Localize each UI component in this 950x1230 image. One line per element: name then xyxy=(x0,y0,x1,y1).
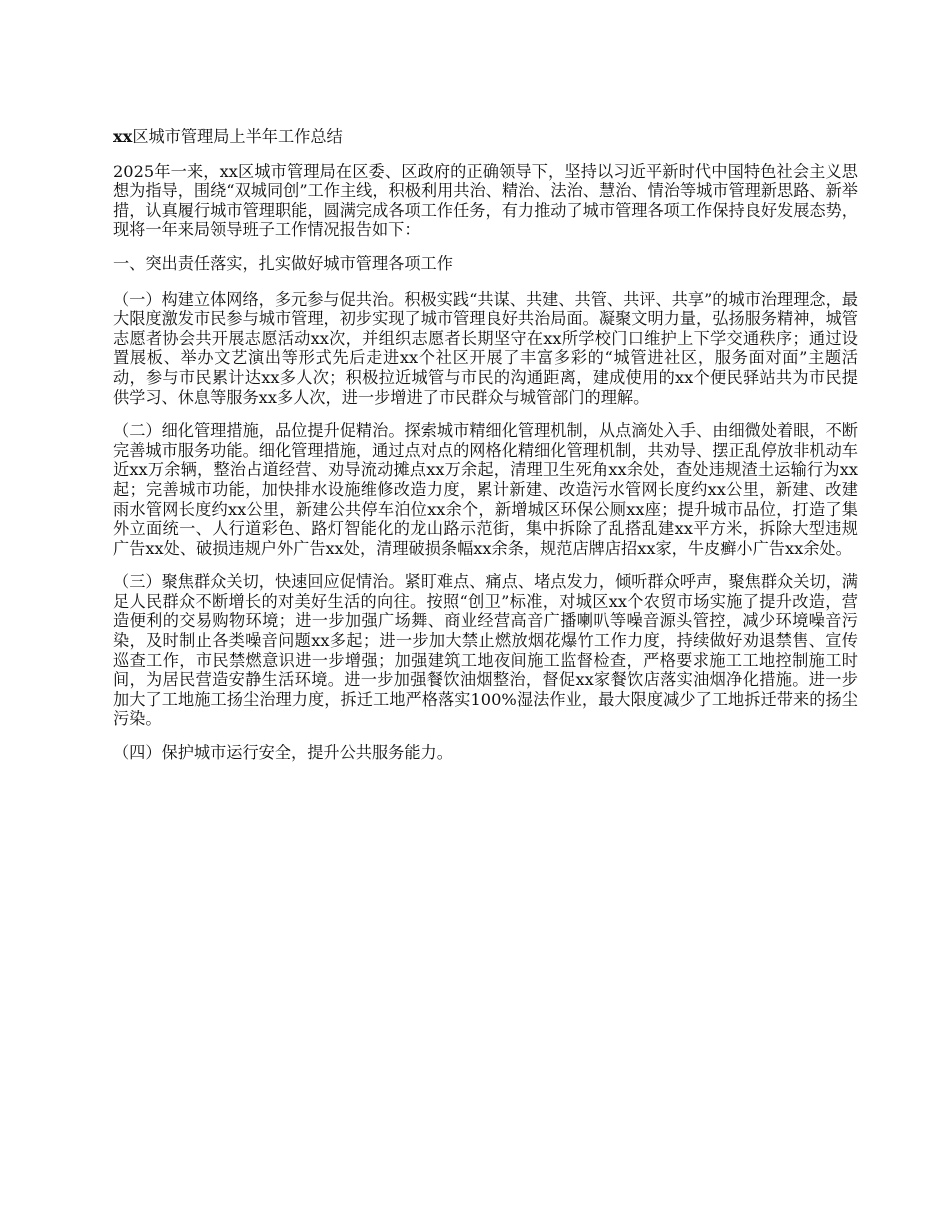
title-prefix: xx xyxy=(113,127,133,146)
section-heading-1: 一、突出责任落实，扎实做好城市管理各项工作 xyxy=(113,253,453,273)
paragraph-2: （二）细化管理措施，品位提升促精治。探索城市精细化管理机制，从点滴处入手、由细微处着眼，不断完善城市服务功能。细化管理措施，通过点对点的网格化精细化管理机制，共劝导、摆正乱停放非机动车近xx万余辆，整治占道经营、劝导流动摊点xx万余起，清理卫生死角xx余处，查处违规渣土运输行为xx起；完善城市功能，加快排水设施维修改造力度，累计新建、改造污水管网长度约xx公里，新建、改建雨水管网长度约xx公里，新建公共停车泊位xx余个，新增城区环保公厕xx座；提升城市品位，打造了集外立面统一、人行道彩色、路灯智能化的龙山路示范街，集中拆除了乱搭乱建xx平方米，拆除大型违规广告xx处、破损违规户外广告xx处，清理破损条幅xx余条，规范店牌店招xx家，牛皮癣小广告xx余处。 xyxy=(113,421,858,558)
document-page xyxy=(113,127,858,777)
document-title xyxy=(113,127,858,147)
intro-paragraph: 2025年一来，xx区城市管理局在区委、区政府的正确领导下，坚持以习近平新时代中国特色社会主义思想为指导，围绕“双城同创”工作主线，积极利用共治、精治、法治、慧治、情治等城市管理新思路、新举措，认真履行城市管理职能，圆满完成各项工作任务，有力推动了城市管理各项工作保持良好发展态势，现将一年来局领导班子工作情况报告如下： xyxy=(113,161,858,240)
paragraph-3: （三）聚焦群众关切，快速回应促情治。紧盯难点、痛点、堵点发力，倾听群众呼声，聚焦群众关切，满足人民群众不断增长的对美好生活的向往。按照“创卫”标准，对城区xx个农贸市场实施了提升改造，营造便利的交易购物环境；进一步加强广场舞、商业经营高音广播喇叭等噪音源头管控，减少环境噪音污染，及时制止各类噪音问题xx多起；进一步加大禁止燃放烟花爆竹工作力度，持续做好劝退禁售、宣传巡查工作，市民禁燃意识进一步增强；加强建筑工地夜间施工监督检查，严格要求施工工地控制施工时间，为居民营造安静生活环境。进一步加强餐饮油烟整治，督促xx家餐饮店落实油烟净化措施。进一步加大了工地施工扬尘治理力度，拆迁工地严格落实100%湿法作业，最大限度减少了工地拆迁带来的扬尘污染。 xyxy=(113,572,858,729)
paragraph-4: （四）保护城市运行安全，提升公共服务能力。 xyxy=(113,743,453,763)
title-text: 区城市管理局上半年工作总结 xyxy=(132,127,343,146)
paragraph-1: （一）构建立体网络，多元参与促共治。积极实践“共谋、共建、共管、共评、共享”的城市治理理念，最大限度激发市民参与城市管理，初步实现了城市管理良好共治局面。凝聚文明力量，弘扬服务精神，城管志愿者协会共开展志愿活动xx次，并组织志愿者长期坚守在xx所学校门口维护上下学交通秩序；通过设置展板、举办文艺演出等形式先后走进xx个社区开展了丰富多彩的“城管进社区，服务面对面”主题活动，参与市民累计达xx多人次；积极拉近城管与市民的沟通距离，建成使用的xx个便民驿站共为市民提供学习、休息等服务xx多人次，进一步增进了市民群众与城管部门的理解。 xyxy=(113,289,858,407)
